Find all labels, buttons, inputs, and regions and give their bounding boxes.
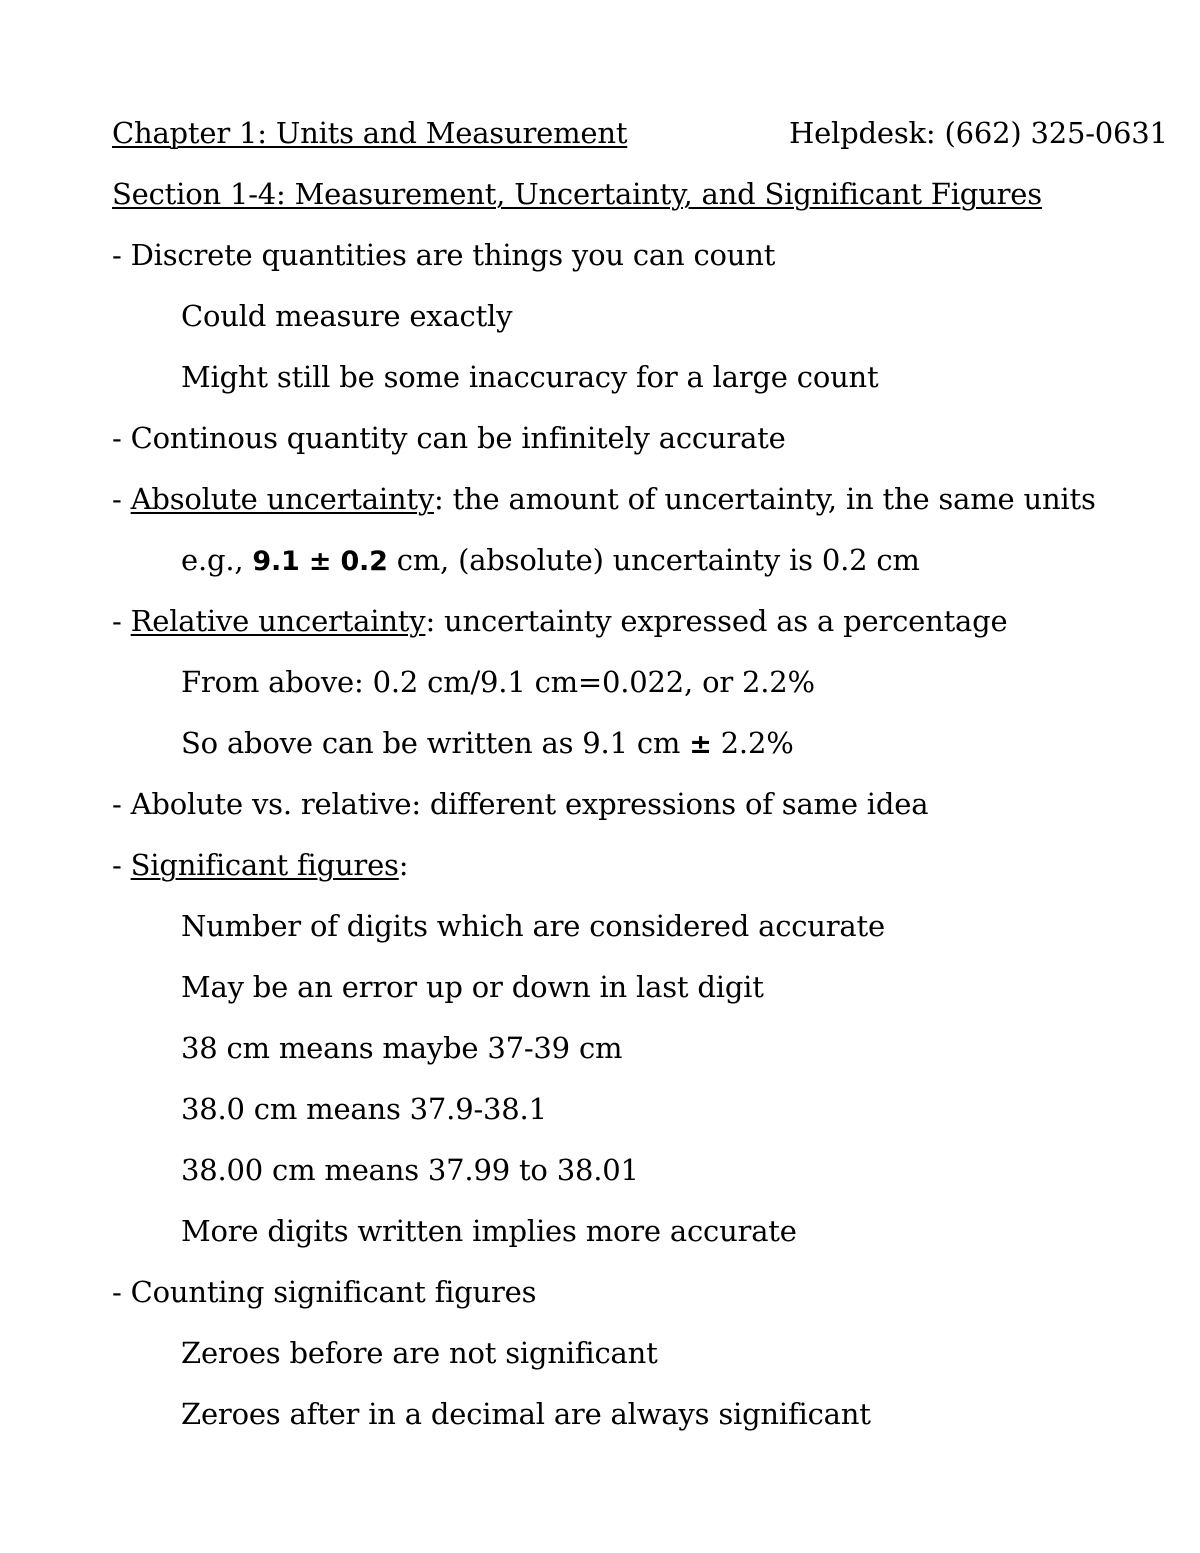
- relative-definition: : uncertainty expressed as a percentage: [425, 604, 1008, 638]
- note-sigfig-sub-2: May be an error up or down in last digit: [181, 970, 764, 1004]
- note-relative: [112, 603, 1007, 639]
- note-abs-vs-rel: - Abolute vs. relative: different expressions of same idea: [112, 787, 929, 821]
- sigfig-term: Significant figures: [130, 848, 399, 882]
- note-discrete-sub-2: Might still be some inaccuracy for a large count: [181, 360, 879, 394]
- absolute-definition: : the amount of uncertainty, in the same units: [434, 482, 1096, 516]
- header-line: [112, 115, 1168, 151]
- plus-minus-symbol: ±: [689, 729, 712, 760]
- helpdesk-phone: Helpdesk: (662) 325-0631: [789, 116, 1168, 150]
- note-sigfig-sub-6: More digits written implies more accurate: [181, 1214, 797, 1248]
- absolute-example-prefix: e.g.,: [181, 543, 253, 577]
- note-discrete: - Discrete quantities are things you can count: [112, 238, 776, 272]
- relative-term: Relative uncertainty: [130, 604, 426, 638]
- section-title-line: [112, 176, 1042, 212]
- note-absolute: [112, 481, 1096, 517]
- note-discrete-sub-1: Could measure exactly: [181, 299, 513, 333]
- absolute-example-rest: cm, (absolute) uncertainty is 0.2 cm: [387, 543, 920, 577]
- note-counting-sub-2: Zeroes after in a decimal are always significant: [181, 1397, 871, 1431]
- relative-prefix: -: [112, 604, 131, 638]
- section-title: Section 1-4: Measurement, Uncertainty, and Significant Figures: [112, 177, 1042, 211]
- note-sigfig-sub-3: 38 cm means maybe 37-39 cm: [181, 1031, 623, 1065]
- absolute-prefix: -: [112, 482, 131, 516]
- note-sigfig-sub-1: Number of digits which are considered accurate: [181, 909, 885, 943]
- relative-sub-2-prefix: So above can be written as 9.1 cm: [181, 726, 690, 760]
- note-relative-sub-2: [181, 725, 794, 763]
- absolute-example-math: 9.1 ± 0.2: [252, 546, 388, 577]
- chapter-title: Chapter 1: Units and Measurement: [112, 116, 628, 150]
- note-sigfig-sub-4: 38.0 cm means 37.9-38.1: [181, 1092, 547, 1126]
- note-sigfig: [112, 847, 408, 883]
- note-sigfig-sub-5: 38.00 cm means 37.99 to 38.01: [181, 1153, 639, 1187]
- relative-sub-2-rest: 2.2%: [711, 726, 794, 760]
- absolute-term: Absolute uncertainty: [130, 482, 435, 516]
- note-counting-sub-1: Zeroes before are not significant: [181, 1336, 658, 1370]
- sigfig-prefix: -: [112, 848, 131, 882]
- note-continuous: - Continous quantity can be infinitely accurate: [112, 421, 786, 455]
- note-absolute-example: [181, 542, 920, 580]
- note-relative-sub-1: From above: 0.2 cm/9.1 cm=0.022, or 2.2%: [181, 665, 815, 699]
- sigfig-colon: :: [398, 848, 409, 882]
- note-counting: - Counting significant figures: [112, 1275, 537, 1309]
